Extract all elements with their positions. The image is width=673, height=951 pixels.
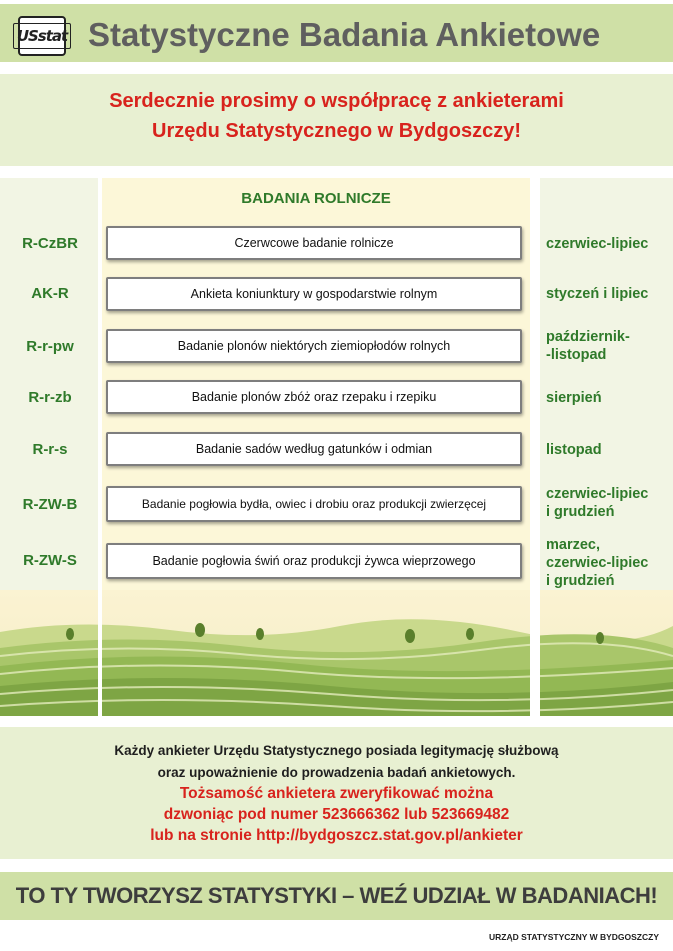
survey-period bbox=[546, 536, 671, 590]
call-to-action: TO TY TWORZYSZ STATYSTYKI – WEŹ UDZIAŁ W BADANIACH! bbox=[15, 883, 658, 908]
survey-code: R-r-s bbox=[32, 441, 68, 458]
verify-line-3[interactable]: lub na stronie http://bydgoszcz.stat.gov.pl/ankieter bbox=[150, 827, 523, 844]
period-line: -listopad bbox=[546, 347, 607, 363]
survey-name-box: Badanie plonów zbóż oraz rzepaku i rzepiku bbox=[106, 380, 522, 414]
verify-line-1: Tożsamość ankietera zweryfikować można bbox=[179, 785, 494, 802]
info-verification bbox=[0, 783, 673, 846]
period-line: czerwiec-lipiec bbox=[546, 236, 649, 252]
invite-line-2: Urzędu Statystycznego w Bydgoszczy! bbox=[152, 120, 521, 142]
period-line: i grudzień bbox=[546, 573, 615, 589]
period-line: sierpień bbox=[546, 390, 602, 406]
survey-code: R-ZW-S bbox=[23, 552, 77, 569]
period-line: styczeń i lipiec bbox=[546, 286, 649, 302]
footer-institution: URZĄD STATYSTYCZNY W BYDGOSZCZY bbox=[489, 932, 659, 942]
us-stat-logo bbox=[18, 16, 66, 56]
period-line: czerwiec-lipiec bbox=[546, 486, 649, 502]
survey-period bbox=[546, 485, 671, 521]
survey-period bbox=[546, 389, 671, 407]
invite-line-1: Serdecznie prosimy o współpracę z ankieterami bbox=[109, 90, 564, 112]
period-line: czerwiec-lipiec bbox=[546, 555, 649, 571]
info-line-1: Każdy ankieter Urzędu Statystycznego posiada legitymację służbową bbox=[114, 743, 559, 758]
verify-line-2: dzwoniąc pod numer 523666362 lub 523669482 bbox=[163, 806, 510, 823]
survey-period bbox=[546, 328, 671, 364]
farmland-illustration bbox=[0, 590, 673, 716]
info-line-2: oraz upoważnienie do prowadzenia badań ankietowych. bbox=[157, 765, 516, 780]
survey-code: R-r-pw bbox=[26, 338, 74, 355]
period-line: październik- bbox=[546, 329, 630, 345]
survey-code: R-ZW-B bbox=[22, 496, 78, 513]
survey-period bbox=[546, 285, 671, 303]
survey-name-box: Badanie pogłowia bydła, owiec i drobiu oraz produkcji zwierzęcej bbox=[106, 486, 522, 522]
info-legitimation bbox=[0, 740, 673, 784]
survey-period bbox=[546, 235, 671, 253]
survey-code: R-r-zb bbox=[28, 389, 72, 406]
section-title: BADANIA ROLNICZE bbox=[241, 190, 391, 207]
survey-name-box: Badanie plonów niektórych ziemiopłodów rolnych bbox=[106, 329, 522, 363]
period-line: marzec, bbox=[546, 537, 601, 553]
period-line: listopad bbox=[546, 442, 602, 458]
survey-name-box: Czerwcowe badanie rolnicze bbox=[106, 226, 522, 260]
page-title: Statystyczne Badania Ankietowe bbox=[88, 16, 601, 53]
period-line: i grudzień bbox=[546, 504, 615, 520]
invite-message bbox=[0, 86, 673, 146]
survey-period bbox=[546, 441, 671, 459]
logo-text: USstat bbox=[13, 23, 71, 49]
survey-name-box: Badanie pogłowia świń oraz produkcji żywca wieprzowego bbox=[106, 543, 522, 579]
survey-code: AK-R bbox=[31, 285, 69, 302]
survey-code: R-CzBR bbox=[22, 235, 78, 252]
survey-name-box: Badanie sadów według gatunków i odmian bbox=[106, 432, 522, 466]
survey-name-box: Ankieta koniunktury w gospodarstwie rolnym bbox=[106, 277, 522, 311]
